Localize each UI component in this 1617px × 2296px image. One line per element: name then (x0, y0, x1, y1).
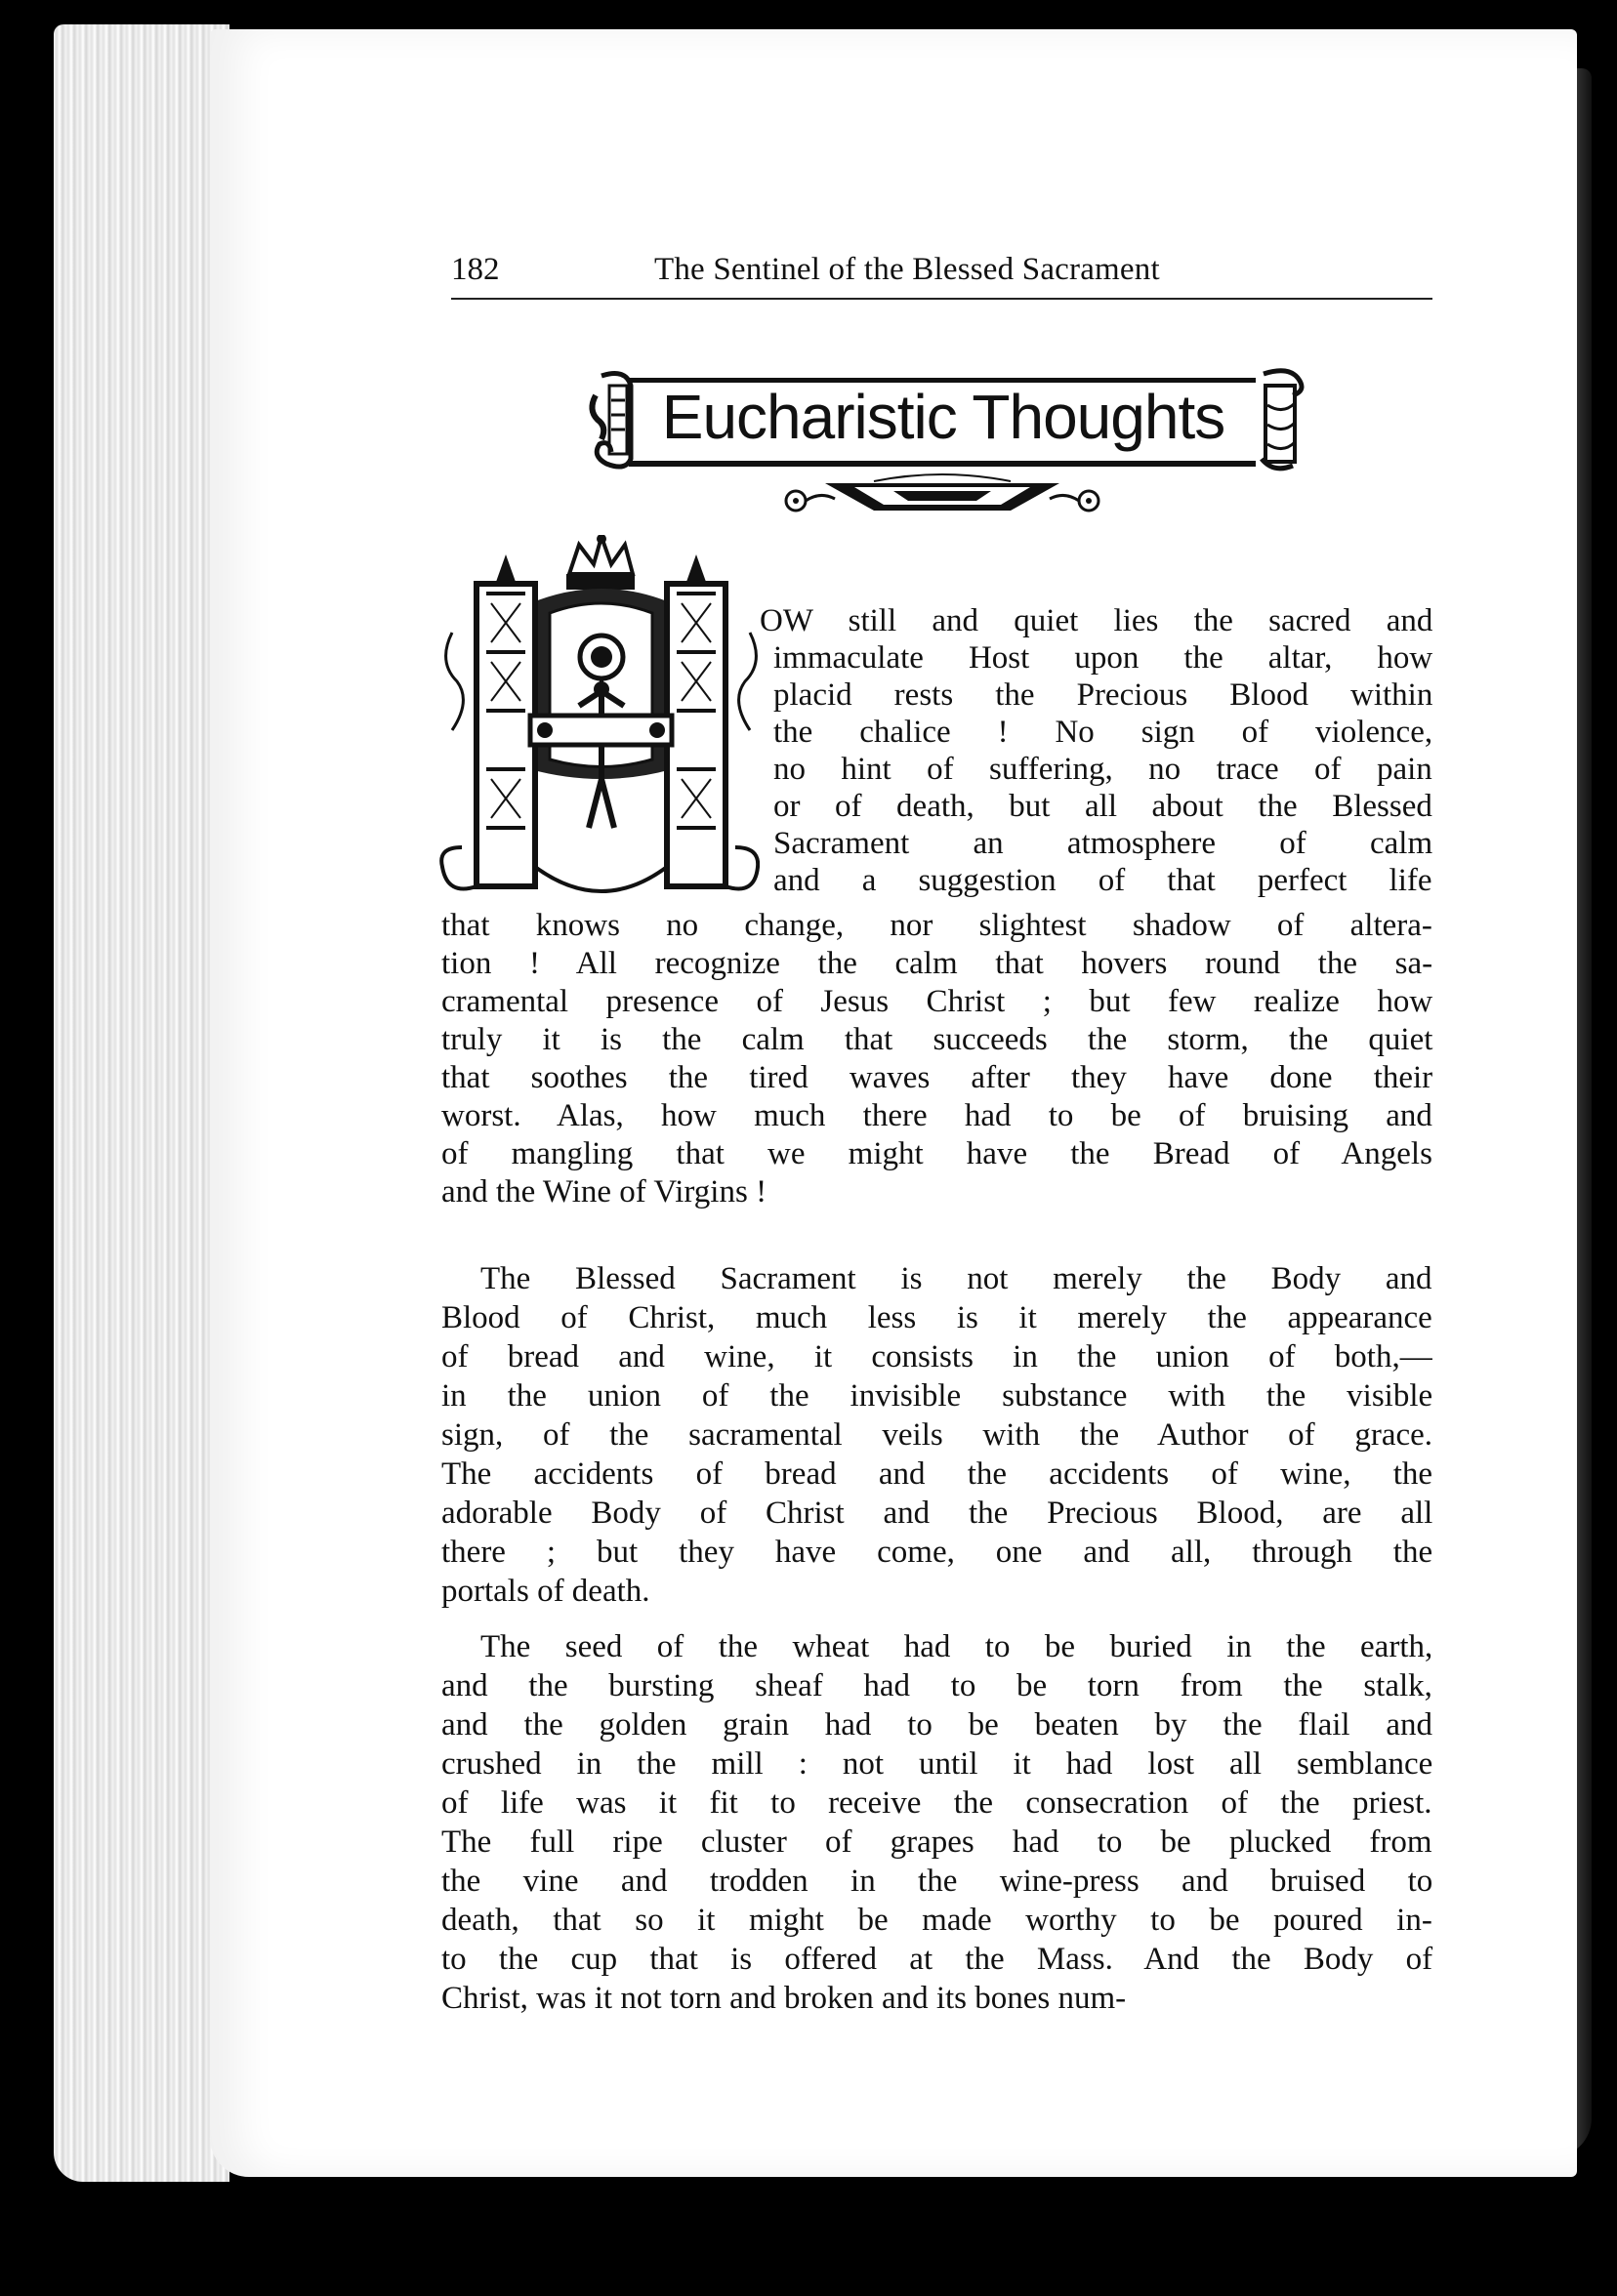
text-line: of life was it fit to receive the consecration of the priest. (441, 1785, 1432, 1821)
text-line: that soothes the tired waves after they have done their (441, 1060, 1433, 1095)
illuminated-drop-cap (437, 535, 760, 916)
text-line: Blood of Christ, much less is it merely the appearance (441, 1300, 1432, 1335)
page-number: 182 (451, 252, 500, 287)
text-line: that knows no change, nor slightest shadow of altera- (441, 908, 1432, 943)
text-line: of mangling that we might have the Bread of Angels (441, 1136, 1432, 1171)
text-line: of bread and wine, it consists in the union of both,— (441, 1339, 1432, 1374)
text-line: and the golden grain had to be beaten by the flail and (441, 1707, 1433, 1742)
text-line: and a suggestion of that perfect life (773, 863, 1432, 898)
text-line: sign, of the sacramental veils with the Author of grace. (441, 1417, 1433, 1453)
text-line: Christ, was it not torn and broken and its bones num- (441, 1981, 1127, 2016)
text-line: cramental presence of Jesus Christ ; but few realize how (441, 984, 1433, 1019)
text-line: in the union of the invisible substance with the visible (441, 1378, 1433, 1414)
text-line: OW still and quiet lies the sacred and (760, 603, 1433, 638)
text-line: to the cup that is offered at the Mass. And the Body of (441, 1942, 1433, 1977)
header-rule (451, 298, 1432, 300)
text-line: The full ripe cluster of grapes had to be plucked from (441, 1824, 1432, 1860)
text-line: no hint of suffering, no trace of pain (773, 752, 1432, 787)
text-line: there ; but they have come, one and all, through the (441, 1535, 1433, 1570)
text-line: The accidents of bread and the accidents of wine, the (441, 1456, 1433, 1492)
section-heading: Eucharistic Thoughts (661, 382, 1225, 452)
text-line: or of death, but all about the Blessed (773, 789, 1432, 824)
text-line: adorable Body of Christ and the Precious Blood, are all (441, 1496, 1433, 1531)
crown-icon (566, 535, 635, 590)
text-line: portals of death. (441, 1574, 650, 1609)
scan-background (0, 0, 59, 2296)
text-line: and the bursting sheaf had to be torn from the stalk, (441, 1668, 1432, 1703)
text-line: the chalice ! No sign of violence, (773, 715, 1433, 750)
running-title: The Sentinel of the Blessed Sacrament (654, 252, 1160, 287)
text-line: Sacrament an atmosphere of calm (773, 826, 1433, 861)
text-line: the vine and trodden in the wine-press and bruised to (441, 1864, 1433, 1899)
text-line: tion ! All recognize the calm that hovers round the sa- (441, 946, 1433, 981)
book-page-edges (54, 24, 229, 2182)
text-line: The Blessed Sacrament is not merely the Body and (480, 1261, 1432, 1296)
text-line: placid rests the Precious Blood within (773, 677, 1433, 713)
text-line: truly it is the calm that succeeds the storm, the quiet (441, 1022, 1433, 1057)
scroll-ornament-right-icon (1254, 366, 1312, 473)
text-line: and the Wine of Virgins ! (441, 1174, 767, 1210)
fleuron-ornament-icon (776, 472, 1108, 530)
text-line: immaculate Host upon the altar, how (773, 640, 1433, 676)
text-line: worst. Alas, how much there had to be of bruising and (441, 1098, 1432, 1133)
text-line: death, that so it might be made worthy to be poured in- (441, 1903, 1432, 1938)
text-line: The seed of the wheat had to be buried in the earth, (480, 1629, 1433, 1664)
heading-banner (582, 366, 1305, 478)
text-line: crushed in the mill : not until it had lost all semblance (441, 1746, 1433, 1782)
